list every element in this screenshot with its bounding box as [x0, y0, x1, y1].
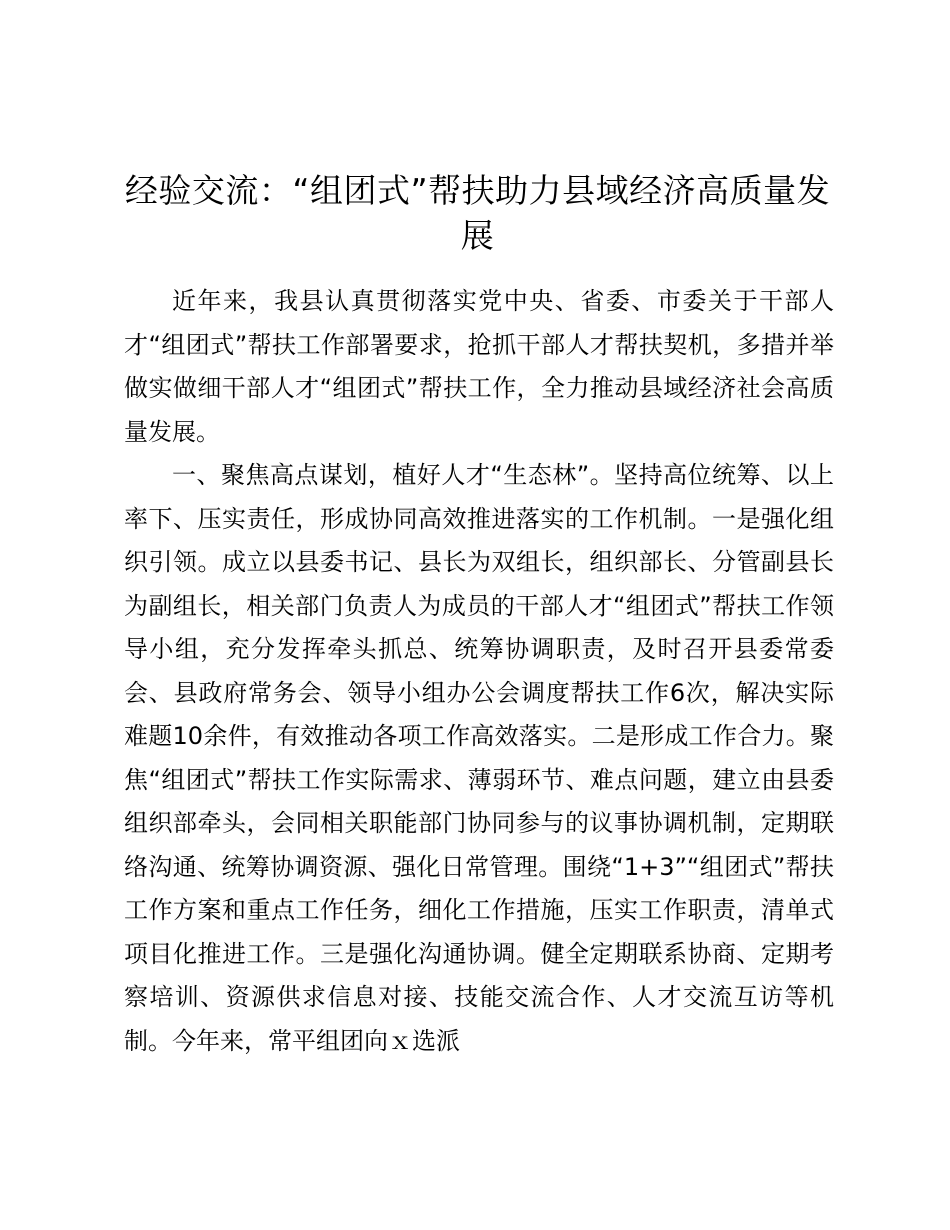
- paragraph-intro: 近年来，我县认真贯彻落实党中央、省委、市委关于干部人才“组团式”帮扶工作部署要求，抢抓干部人才帮扶契机，多措并举做实做细干部人才“组团式”帮扶工作，全力推动县域经济社会高质量发展。: [124, 287, 834, 446]
- document-body: [124, 280, 834, 1063]
- paragraph-section-one: 一、聚焦高点谋划，植好人才“生态林”。坚持高位统筹、以上率下、压实责任，形成协同高效推进落实的工作机制。一是强化组织引领。成立以县委书记、县长为双组长，组织部长、分管副县长为副组长，相关部门负责人为成员的干部人才“组团式”帮扶工作领导小组，充分发挥牵头抓总、统筹协调职责，及时召开县委常委会、县政府常务会、领导小组办公会调度帮扶工作6次，解决实际难题10余件，有效推动各项工作高效落实。二是形成工作合力。聚焦“组团式”帮扶工作实际需求、薄弱环节、难点问题，建立由县委组织部牵头，会同相关职能部门协同参与的议事协调机制，定期联络沟通、统筹协调资源、强化日常管理。围绕“1+3”“组团式”帮扶工作方案和重点工作任务，细化工作措施，压实工作职责，清单式项目化推进工作。三是强化沟通协调。健全定期联系协商、定期考察培训、资源供求信息对接、技能交流合作、人才交流互访等机制。今年来，常平组团向ｘ选派: [124, 461, 834, 1055]
- document-title: 经验交流：“组团式”帮扶助力县域经济高质量发展: [124, 171, 831, 255]
